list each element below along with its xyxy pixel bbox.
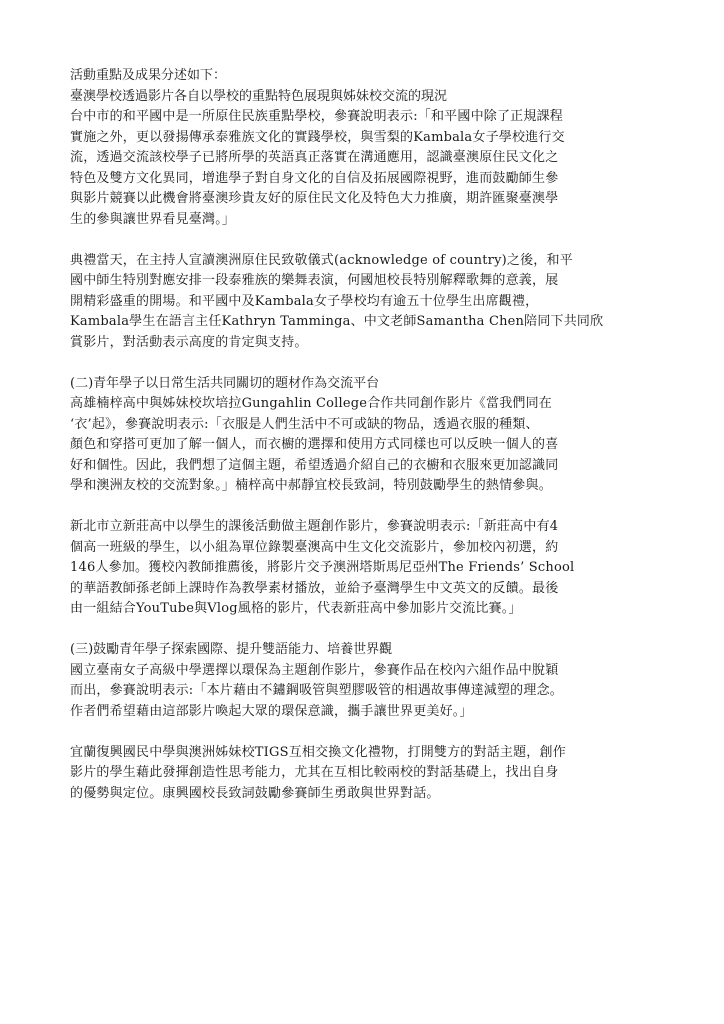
text-line: 國立臺南女子高級中學選擇以環保為主題創作影片，參賽作品在校內六組作品中脫穎 [70, 662, 559, 678]
text-line: 流，透過交流該校學子已將所學的英語真正落實在溝通應用，認識臺澳原住民文化之 [70, 150, 559, 165]
document-page [70, 66, 656, 825]
text-line: 作者們希望藉由這部影片喚起大眾的環保意識，攜手讓世界更美好。」 [70, 703, 473, 719]
text-line: ‘衣’起》，參賽說明表示:「衣服是人們生活中不可或缺的物品，透過衣服的種類、 [70, 416, 539, 432]
text-line: 實施之外，更以發揚傳承泰雅族文化的實踐學校，與雪梨的Kambala女子學校進行交 [70, 129, 565, 145]
text-line: 的優勢與定位。康興國校長致詞鼓勵參賽師生勇敢與世界對話。 [70, 785, 440, 801]
text-line: 146人參加。獲校內教師推薦後，將影片交予澳洲塔斯馬尼亞州The Friends’ School [70, 560, 575, 575]
text-line: 好和個性。因此，我們想了這個主題，希望透過介紹自己的衣櫥和衣服來更加認識同 [70, 457, 559, 473]
text-line: 個高一班級的學生，以小組為單位錄製臺澳高中生文化交流影片，參加校內初選，約 [70, 539, 559, 555]
text-line: Kambala學生在語言主任Kathryn Tamminga、中文老師Samantha Chen陪同下共同欣 [70, 314, 604, 329]
section-1-paragraph-2 [70, 251, 656, 354]
text-line: 賞影片，對活動表示高度的肯定與支持。 [70, 334, 308, 350]
section-2-title: (二)青年學子以日常生活共同關切的題材作為交流平台 [70, 375, 380, 391]
section-3-paragraph-1 [70, 661, 656, 723]
text-line: 而出，參賽說明表示:「本片藉由不鏽鋼吸管與塑膠吸管的相遇故事傳達減塑的理念。 [70, 683, 563, 698]
text-line: 影片的學生藉此發揮創造性思考能力，尤其在互相比較兩校的對話基礎上，找出自身 [70, 765, 559, 780]
text-line: 的華語教師孫老師上課時作為教學素材播放，並給予臺灣學生中文英文的反饋。最後 [70, 580, 559, 596]
section-2-paragraph-1 [70, 394, 656, 497]
text-line: 高雄楠梓高中與姊妹校坎培拉Gungahlin College合作共同創作影片《當我們同在 [70, 396, 552, 411]
section-2-paragraph-2 [70, 517, 656, 620]
text-line: 開精彩盛重的開場。和平國中及Kambala女子學校均有逾五十位學生出席觀禮， [70, 293, 539, 309]
text-line: 新北市立新莊高中以學生的課後活動做主題創作影片，參賽說明表示:「新莊高中有4 [70, 519, 559, 534]
intro-heading: 活動重點及成果分述如下： [70, 68, 227, 83]
text-line: 特色及雙方文化異同，增進學子對自身文化的自信及拓展國際視野，進而鼓勵師生參 [70, 170, 559, 186]
section-3-title: (三)鼓勵青年學子探索國際、提升雙語能力、培養世界觀 [70, 642, 393, 657]
text-line: 學和澳洲友校的交流對象。」楠梓高中郝靜宜校長致詞，特別鼓勵學生的熱情參與。 [70, 478, 552, 493]
text-line: 與影片競賽以此機會將臺澳珍貴友好的原住民文化及特色大力推廣，期許匯聚臺澳學 [70, 191, 559, 206]
text-line: 典禮當天，在主持人宣讀澳洲原住民致敬儀式(acknowledge of country)之後，和平 [70, 252, 573, 268]
section-3-paragraph-2 [70, 743, 656, 805]
text-line: 國中師生特別對應安排一段泰雅族的樂舞表演，何國旭校長特別解釋歌舞的意義，展 [70, 273, 559, 288]
text-line: 生的參與讓世界看見臺灣。」 [70, 211, 236, 227]
text-line: 台中市的和平國中是一所原住民族重點學校，參賽說明表示:「和平國中除了正規課程 [70, 109, 563, 124]
section-1-title: 臺澳學校透過影片各自以學校的重點特色展現與姊妹校交流的現況 [70, 88, 448, 104]
text-line: 宜蘭復興國民中學與澳洲姊妹校TIGS互相交換文化禮物，打開雙方的對話主題，創作 [70, 744, 566, 760]
section-1-paragraph-1 [70, 107, 656, 230]
text-line: 由一組結合YouTube與Vlog風格的影片，代表新莊高中參加影片交流比賽。」 [70, 601, 522, 616]
text-line: 顏色和穿搭可更加了解一個人，而衣櫥的選擇和使用方式同樣也可以反映一個人的喜 [70, 437, 559, 452]
